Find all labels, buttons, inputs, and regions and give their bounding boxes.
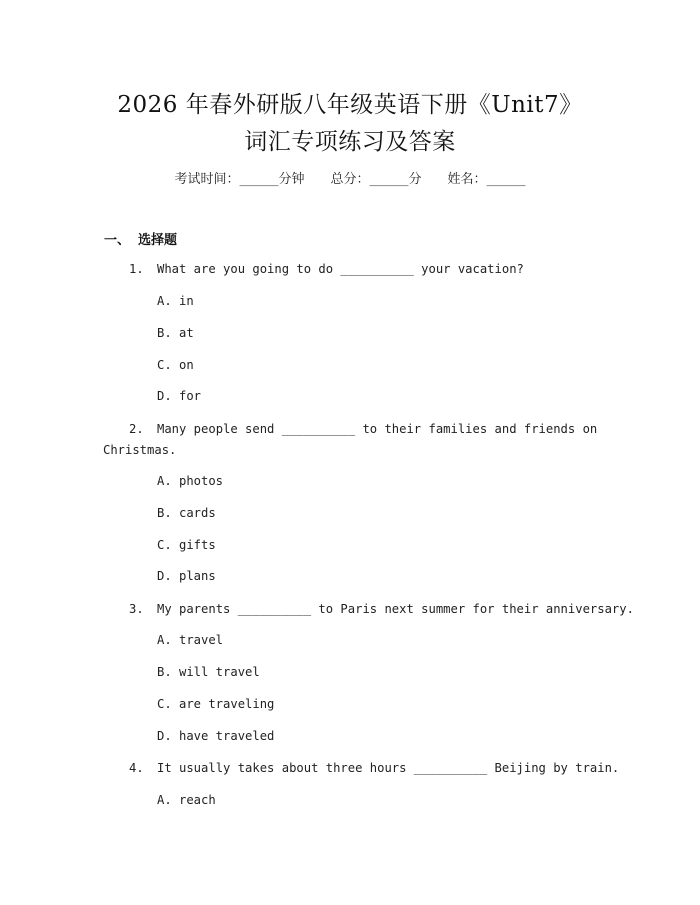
- exam-name-label: 姓名：______: [447, 172, 526, 187]
- question-1: [103, 259, 603, 280]
- question-2-option-a: A. photos: [157, 474, 224, 488]
- question-2: [103, 419, 603, 461]
- question-1-option-a: A. in: [157, 294, 194, 308]
- question-3-option-b: B. will travel: [157, 665, 260, 679]
- section-number: 一、: [104, 233, 131, 248]
- question-1-option-c: C. on: [157, 358, 194, 372]
- document-title-line-2: 词汇专项练习及答案: [244, 129, 456, 155]
- question-number: 3.: [129, 602, 144, 616]
- exam-meta: [0, 168, 700, 187]
- question-text: It usually takes about three hours __________ Beijing by train.: [157, 761, 620, 775]
- exam-score-label: 总分：______分: [330, 172, 422, 187]
- question-2-option-d: D. plans: [157, 569, 216, 583]
- question-number: 2.: [129, 422, 144, 436]
- question-3: [103, 599, 634, 620]
- section-heading: [104, 229, 177, 248]
- question-3-option-c: C. are traveling: [157, 697, 275, 711]
- question-3-option-a: A. travel: [157, 633, 224, 647]
- question-4-option-a: A. reach: [157, 793, 216, 807]
- exam-time-label: 考试时间：______分钟: [174, 172, 305, 187]
- document-title-line-1: 2026 年春外研版八年级英语下册《Unit7》: [117, 92, 583, 118]
- question-text-line-1: Many people send __________ to their families and friends on: [157, 422, 598, 436]
- question-2-option-b: B. cards: [157, 506, 216, 520]
- question-2-option-c: C. gifts: [157, 538, 216, 552]
- question-text: What are you going to do __________ your vacation?: [157, 262, 524, 276]
- question-number: 4.: [129, 761, 144, 775]
- question-text: My parents __________ to Paris next summer for their anniversary.: [157, 602, 634, 616]
- question-4: [103, 758, 623, 779]
- question-3-option-d: D. have traveled: [157, 729, 275, 743]
- question-1-option-d: D. for: [157, 389, 202, 403]
- question-number: 1.: [129, 262, 144, 276]
- question-1-option-b: B. at: [157, 326, 194, 340]
- question-text-line-2: Christmas.: [103, 443, 177, 457]
- section-title: 选择题: [138, 233, 178, 248]
